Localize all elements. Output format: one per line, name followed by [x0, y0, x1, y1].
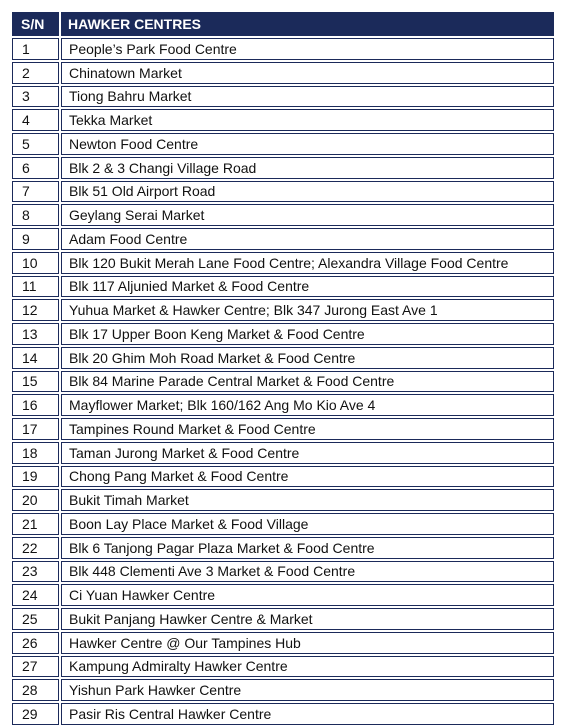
serial-number-cell: 4: [12, 109, 59, 131]
serial-number-cell: 28: [12, 679, 59, 701]
hawker-centre-name-cell: Blk 448 Clementi Ave 3 Market & Food Centre: [61, 561, 554, 583]
serial-number-cell: 24: [12, 584, 59, 606]
table-row: [12, 38, 554, 60]
hawker-centre-name-cell: Boon Lay Place Market & Food Village: [61, 513, 554, 535]
table-row: [12, 442, 554, 464]
serial-number-cell: 11: [12, 276, 59, 298]
hawker-centre-name-cell: Tekka Market: [61, 109, 554, 131]
serial-number-cell: 18: [12, 442, 59, 464]
hawker-centre-name-cell: Tiong Bahru Market: [61, 86, 554, 108]
serial-number-cell: 15: [12, 371, 59, 393]
serial-number-cell: 14: [12, 347, 59, 369]
table-row: [12, 489, 554, 511]
table-row: [12, 371, 554, 393]
hawker-centre-name-cell: Blk 20 Ghim Moh Road Market & Food Centre: [61, 347, 554, 369]
hawker-centre-name-cell: Chong Pang Market & Food Centre: [61, 466, 554, 488]
serial-number-cell: 2: [12, 62, 59, 84]
serial-number-cell: 27: [12, 656, 59, 678]
column-header-hawker-centres: HAWKER CENTRES: [61, 12, 554, 36]
serial-number-cell: 19: [12, 466, 59, 488]
serial-number-cell: 13: [12, 323, 59, 345]
table-row: [12, 608, 554, 630]
table-row: [12, 466, 554, 488]
hawker-centre-name-cell: Newton Food Centre: [61, 133, 554, 155]
header-row: [12, 12, 554, 36]
table-row: [12, 181, 554, 203]
serial-number-cell: 22: [12, 537, 59, 559]
table-row: [12, 299, 554, 321]
hawker-centre-name-cell: Bukit Panjang Hawker Centre & Market: [61, 608, 554, 630]
table-row: [12, 252, 554, 274]
table-row: [12, 276, 554, 298]
table-header: [12, 12, 554, 36]
serial-number-cell: 20: [12, 489, 59, 511]
hawker-centre-name-cell: Chinatown Market: [61, 62, 554, 84]
table-row: [12, 204, 554, 226]
serial-number-cell: 25: [12, 608, 59, 630]
hawker-centre-name-cell: Yishun Park Hawker Centre: [61, 679, 554, 701]
table-row: [12, 323, 554, 345]
table-row: [12, 679, 554, 701]
table-row: [12, 632, 554, 654]
serial-number-cell: 5: [12, 133, 59, 155]
serial-number-cell: 9: [12, 228, 59, 250]
hawker-centre-name-cell: Adam Food Centre: [61, 228, 554, 250]
serial-number-cell: 17: [12, 418, 59, 440]
hawker-centre-name-cell: People’s Park Food Centre: [61, 38, 554, 60]
hawker-centre-name-cell: Geylang Serai Market: [61, 204, 554, 226]
serial-number-cell: 16: [12, 394, 59, 416]
hawker-centre-name-cell: Blk 120 Bukit Merah Lane Food Centre; Alexandra Village Food Centre: [61, 252, 554, 274]
serial-number-cell: 21: [12, 513, 59, 535]
serial-number-cell: 1: [12, 38, 59, 60]
table-row: [12, 513, 554, 535]
table-row: [12, 157, 554, 179]
hawker-centre-name-cell: Kampung Admiralty Hawker Centre: [61, 656, 554, 678]
table-row: [12, 561, 554, 583]
table-row: [12, 418, 554, 440]
hawker-centres-table-container: [10, 10, 556, 727]
serial-number-cell: 29: [12, 703, 59, 725]
table-row: [12, 584, 554, 606]
table-row: [12, 394, 554, 416]
hawker-centre-name-cell: Tampines Round Market & Food Centre: [61, 418, 554, 440]
serial-number-cell: 23: [12, 561, 59, 583]
serial-number-cell: 8: [12, 204, 59, 226]
serial-number-cell: 26: [12, 632, 59, 654]
serial-number-cell: 12: [12, 299, 59, 321]
hawker-centre-name-cell: Yuhua Market & Hawker Centre; Blk 347 Jurong East Ave 1: [61, 299, 554, 321]
hawker-centre-name-cell: Hawker Centre @ Our Tampines Hub: [61, 632, 554, 654]
serial-number-cell: 10: [12, 252, 59, 274]
hawker-centre-name-cell: Mayflower Market; Blk 160/162 Ang Mo Kio Ave 4: [61, 394, 554, 416]
hawker-centre-name-cell: Bukit Timah Market: [61, 489, 554, 511]
hawker-centre-name-cell: Blk 84 Marine Parade Central Market & Food Centre: [61, 371, 554, 393]
table-row: [12, 537, 554, 559]
hawker-centres-table: [10, 10, 556, 727]
hawker-centre-name-cell: Blk 6 Tanjong Pagar Plaza Market & Food Centre: [61, 537, 554, 559]
hawker-centre-name-cell: Ci Yuan Hawker Centre: [61, 584, 554, 606]
table-row: [12, 62, 554, 84]
table-row: [12, 228, 554, 250]
hawker-centre-name-cell: Blk 117 Aljunied Market & Food Centre: [61, 276, 554, 298]
serial-number-cell: 3: [12, 86, 59, 108]
hawker-centre-name-cell: Pasir Ris Central Hawker Centre: [61, 703, 554, 725]
hawker-centre-name-cell: Blk 17 Upper Boon Keng Market & Food Centre: [61, 323, 554, 345]
table-row: [12, 347, 554, 369]
hawker-centre-name-cell: Taman Jurong Market & Food Centre: [61, 442, 554, 464]
column-header-sn: S/N: [12, 12, 59, 36]
table-row: [12, 109, 554, 131]
serial-number-cell: 7: [12, 181, 59, 203]
hawker-centre-name-cell: Blk 2 & 3 Changi Village Road: [61, 157, 554, 179]
table-body: [12, 38, 554, 725]
table-row: [12, 133, 554, 155]
serial-number-cell: 6: [12, 157, 59, 179]
table-row: [12, 86, 554, 108]
table-row: [12, 656, 554, 678]
hawker-centre-name-cell: Blk 51 Old Airport Road: [61, 181, 554, 203]
table-row: [12, 703, 554, 725]
